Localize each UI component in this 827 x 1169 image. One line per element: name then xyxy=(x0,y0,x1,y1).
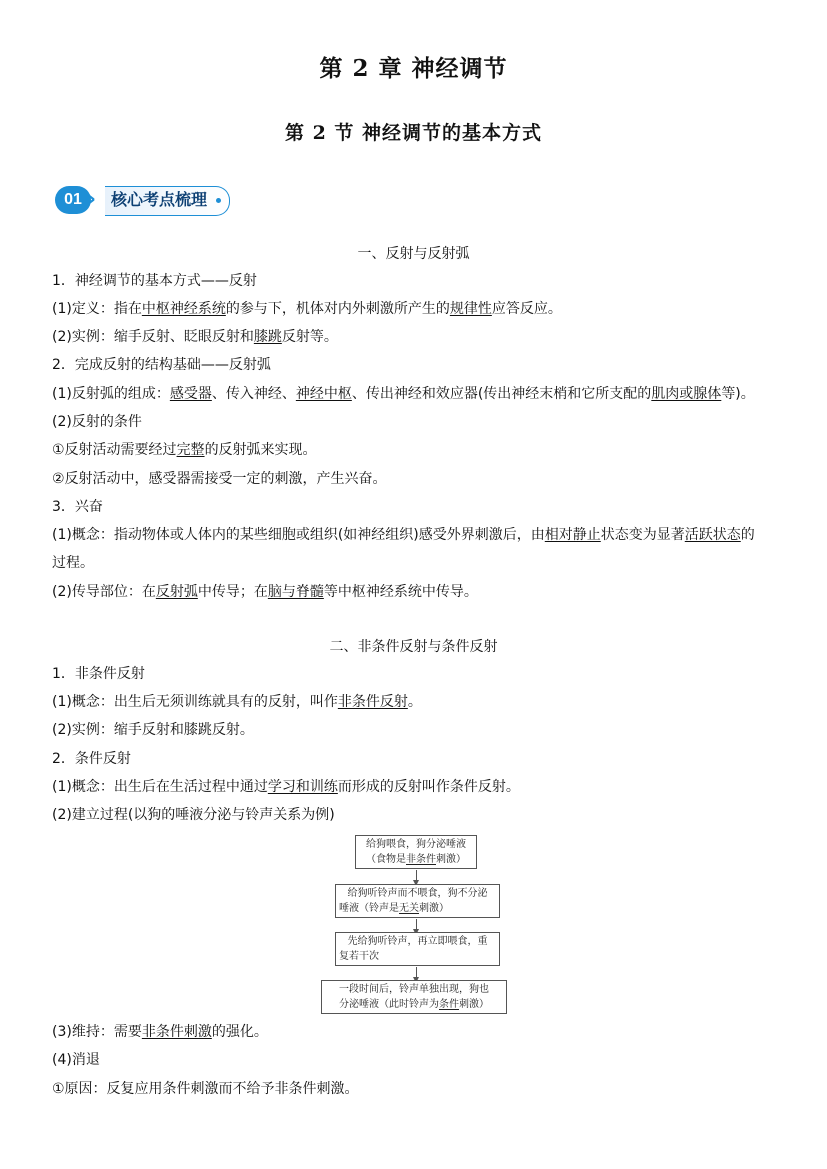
text-line: (1)反射弧的组成：感受器、传入神经、神经中枢、传出神经和效应器(传出神经末梢和它所支配的肌肉或腺体等)。 xyxy=(52,386,755,402)
flow-step-3: 先给狗听铃声，再立即喂食，重 复若干次 xyxy=(335,932,500,966)
text-line: 1．神经调节的基本方式——反射 xyxy=(52,273,257,289)
text-line: (2)传导部位：在反射弧中传导；在脑与脊髓等中枢神经系统中传导。 xyxy=(52,584,478,600)
text-line: 过程。 xyxy=(52,555,94,571)
text-line: (1)概念：出生后在生活过程中通过学习和训练而形成的反射叫作条件反射。 xyxy=(52,779,520,795)
text-line: (3)维持：需要非条件刺激的强化。 xyxy=(52,1024,268,1040)
text-line: 2．条件反射 xyxy=(52,751,131,767)
badge-label-box xyxy=(105,186,230,216)
text-line: (2)反射的条件 xyxy=(52,414,142,430)
text-line: ②反射活动中，感受器需接受一定的刺激，产生兴奋。 xyxy=(52,471,387,487)
text-line: (1)概念：指动物体或人体内的某些细胞或组织(如神经组织)感受外界刺激后，由相对静止状态变为显著活跃状态的 xyxy=(52,527,755,543)
text-line: (1)定义：指在中枢神经系统的参与下，机体对内外刺激所产生的规律性应答反应。 xyxy=(52,301,562,317)
arrow-down-icon xyxy=(416,919,417,930)
text-line: (2)建立过程(以狗的唾液分泌与铃声关系为例) xyxy=(52,807,335,823)
flow-step-1: 给狗喂食，狗分泌唾液 （食物是非条件刺激） xyxy=(355,835,477,869)
flow-step-4: 一段时间后，铃声单独出现，狗也 分泌唾液（此时铃声为条件刺激） xyxy=(321,980,507,1014)
flow-step-2: 给狗听铃声而不喂食，狗不分泌 唾液（铃声是无关刺激） xyxy=(335,884,500,918)
arrow-down-icon xyxy=(416,967,417,978)
section-badge xyxy=(55,186,241,214)
chapter-title: 第 2 章 神经调节 xyxy=(319,55,508,82)
text-line: (2)实例：缩手反射、眨眼反射和膝跳反射等。 xyxy=(52,329,338,345)
dot-icon xyxy=(216,198,221,203)
part1-heading: 一、反射与反射弧 xyxy=(357,246,470,262)
section-title: 第 2 节 神经调节的基本方式 xyxy=(284,122,543,144)
badge-label: 核心考点梳理 xyxy=(111,190,208,209)
text-line: (1)概念：出生后无须训练就具有的反射，叫作非条件反射。 xyxy=(52,694,422,710)
text-line: (2)实例：缩手反射和膝跳反射。 xyxy=(52,722,254,738)
part2-heading: 二、非条件反射与条件反射 xyxy=(329,639,498,655)
text-line: (4)消退 xyxy=(52,1052,100,1068)
badge-number: 01 xyxy=(55,186,91,214)
text-line: 2．完成反射的结构基础——反射弧 xyxy=(52,357,271,373)
text-line: 3．兴奋 xyxy=(52,499,103,515)
text-line: ①原因：反复应用条件刺激而不给予非条件刺激。 xyxy=(52,1081,359,1097)
flowchart xyxy=(321,835,511,1015)
text-line: 1．非条件反射 xyxy=(52,666,145,682)
chevron-right-icon: › xyxy=(87,187,97,212)
arrow-down-icon xyxy=(416,870,417,881)
text-line: ①反射活动需要经过完整的反射弧来实现。 xyxy=(52,442,317,458)
